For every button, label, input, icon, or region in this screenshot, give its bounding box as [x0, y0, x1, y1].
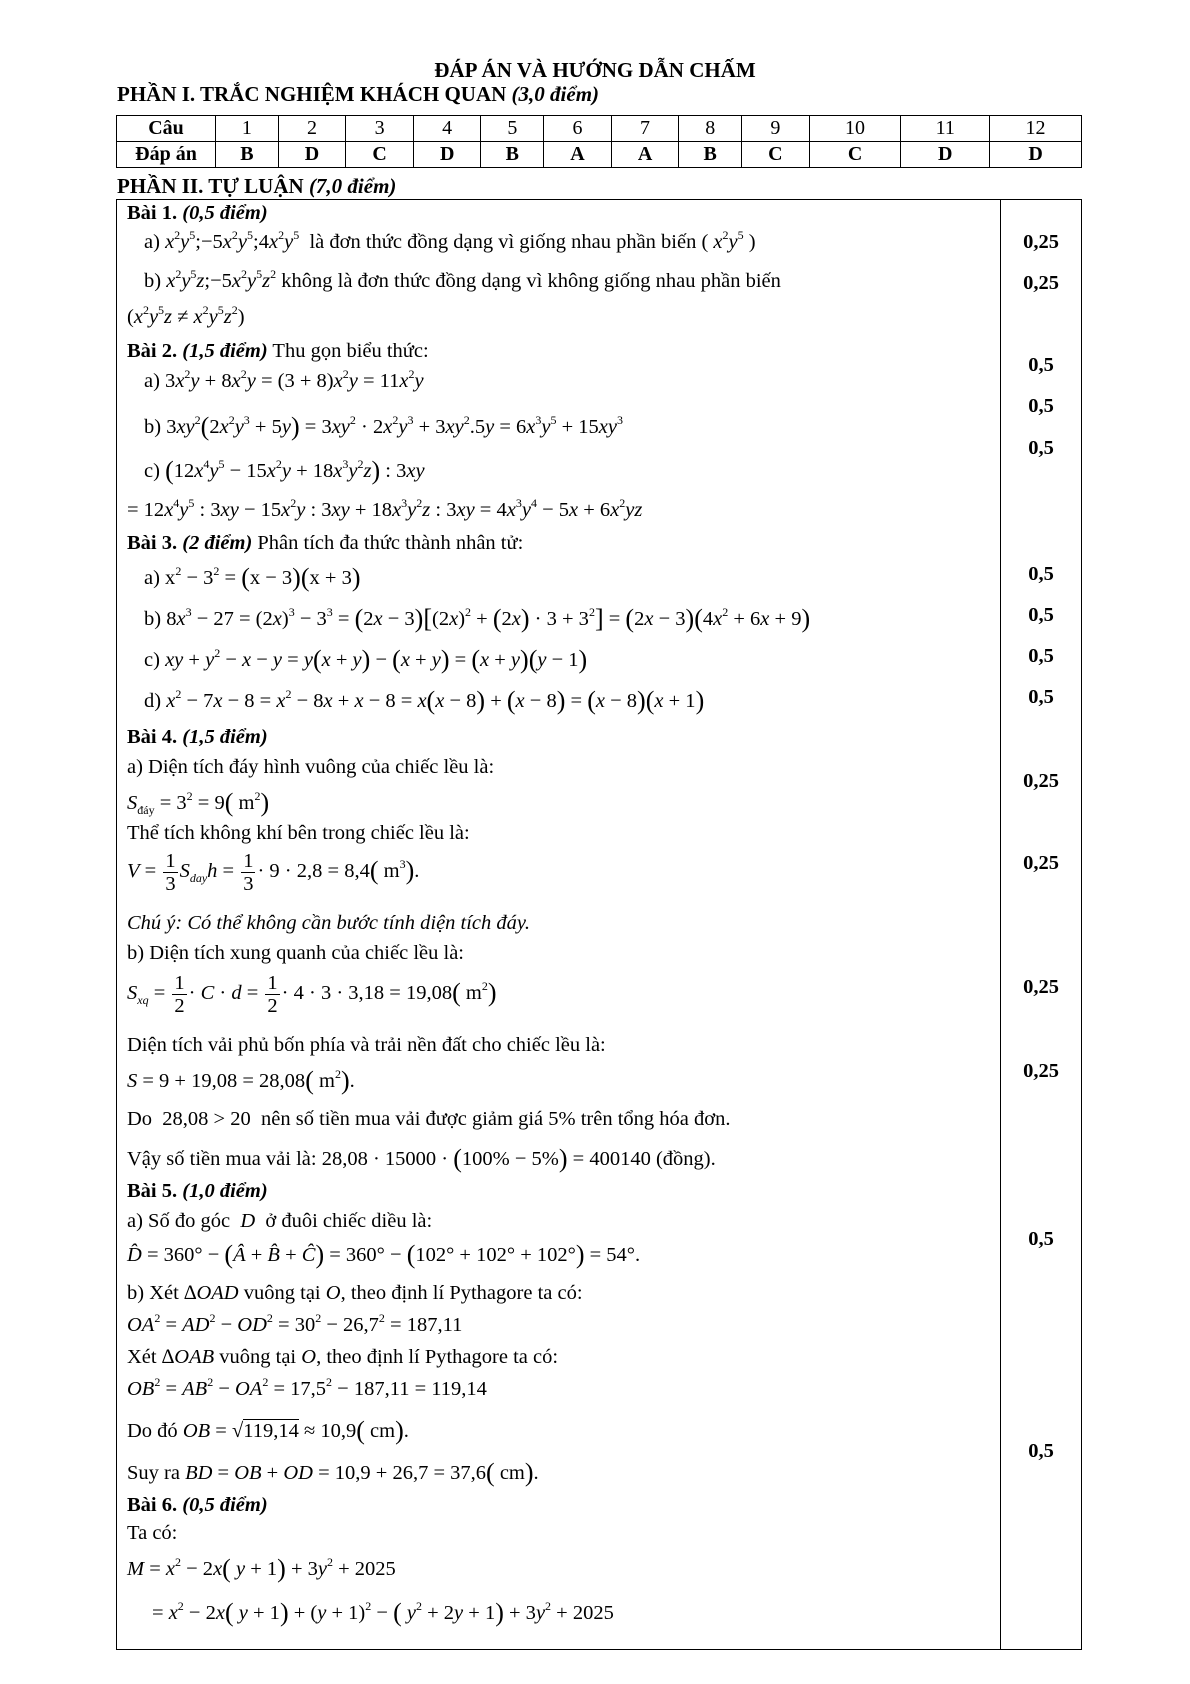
- bai1-b: b) $x^2y^5z;-5x^2y^5z^2$ không là đơn thức đồng dạng vì không giống nhau phần biến: [144, 267, 781, 292]
- score: 0,5: [1028, 645, 1054, 667]
- table-cell: D: [990, 142, 1082, 168]
- score: 0,5: [1028, 686, 1054, 708]
- score: 0,5: [1028, 395, 1054, 417]
- score: 0,25: [1023, 1060, 1059, 1082]
- table-cell: C: [742, 142, 810, 168]
- page-title: ĐÁP ÁN VÀ HƯỚNG DẪN CHẤM: [434, 58, 756, 82]
- table-header-dap-an: Đáp án: [117, 142, 216, 168]
- score: 0,25: [1023, 852, 1059, 874]
- bai5-ob: Do đó OB = √119,14 ≈ 10,9( cm).: [127, 1416, 409, 1445]
- bai5-angle: D̂ = 360° − (Â + B̂ + Ĉ) = 360° − (102° + 102° + 102°) = 54°.: [127, 1240, 641, 1269]
- bai4-lateral-area: $S_{xq}$ = $\frac{1}{2}$ · C · d = $\frac{1}{2}$ · 4 · 3 · 3,18 = 19,08( $m^2$): [127, 972, 497, 1017]
- table-cell: 10: [809, 116, 901, 142]
- bai5-xet-oab: Xét ∆OAB vuông tại O, theo định lí Pythagore ta có:: [127, 1346, 559, 1368]
- table-cell: 6: [544, 116, 612, 142]
- bai3-heading: Bài 3. (2 điểm) Phân tích đa thức thành nhân tử:: [127, 532, 524, 554]
- table-cell: 2: [278, 116, 346, 142]
- table-cell: A: [544, 142, 612, 168]
- table-cell: 4: [413, 116, 481, 142]
- table-cell: B: [216, 142, 279, 168]
- table-cell: 3: [346, 116, 414, 142]
- table-cell: C: [809, 142, 901, 168]
- bai6-m-expand: = $x^2 - 2x$( $y + 1) + (y + 1)^2$ − ( $y^2 + 2y + 1) + 3y^2 + 2025$: [152, 1598, 614, 1627]
- part2-heading: PHẦN II. TỰ LUẬN (7,0 điểm): [117, 174, 397, 198]
- score: 0,25: [1023, 770, 1059, 792]
- bai4-base-area: $S_{đáy} = 3^2 = 9$( $m^2$): [127, 788, 270, 817]
- table-cell: 1: [216, 116, 279, 142]
- bai4-heading: Bài 4. (1,5 điểm): [127, 726, 268, 748]
- bai2-c: c) $(12x^4y^5 - 15x^2y + 18x^3y^2z)$ : 3xy: [144, 456, 425, 485]
- score: 0,5: [1028, 354, 1054, 376]
- table-cell: 9: [742, 116, 810, 142]
- table-cell: 11: [901, 116, 990, 142]
- bai4-cover-text: Diện tích vải phủ bốn phía và trải nền đất cho chiếc lều là:: [127, 1034, 606, 1056]
- table-cell: B: [481, 142, 544, 168]
- bai3-d: d) $x^2 - 7x - 8 = x^2 - 8x + x - 8 = x(x - 8) + (x - 8) = (x - 8)(x + 1)$: [144, 686, 705, 715]
- bai6-intro: Ta có:: [127, 1522, 178, 1544]
- table-cell: 12: [990, 116, 1082, 142]
- table-header-cau: Câu: [117, 116, 216, 142]
- bai4-note: Chú ý: Có thể không cần bước tính diện tích đáy.: [127, 912, 531, 934]
- bai4-cost: Vậy số tiền mua vải là: 28,08 · 15000 · (100% − 5%) = 400140 (đồng).: [127, 1144, 716, 1173]
- part1-heading: PHẦN I. TRẮC NGHIỆM KHÁCH QUAN (3,0 điểm): [117, 82, 600, 106]
- bai3-a: a) $x^2 - 3^2 = (x - 3)(x + 3)$: [144, 563, 361, 592]
- score: 0,25: [1023, 272, 1059, 294]
- bai1-b-cont: $(x^2y^5z \ne x^2y^5z^2)$: [127, 303, 245, 328]
- bai6-m: $M = x^2 - 2x$( $y + 1) + 3y^2 + 2025$: [127, 1554, 396, 1583]
- score: 0,25: [1023, 231, 1059, 253]
- bai5-heading: Bài 5. (1,0 điểm): [127, 1180, 268, 1202]
- answer-table: [116, 115, 1082, 168]
- table-cell: D: [278, 142, 346, 168]
- table-row-answers: [117, 142, 1082, 168]
- bai4-a-text: a) Diện tích đáy hình vuông của chiếc lều là:: [127, 756, 495, 778]
- bai2-heading: Bài 2. (1,5 điểm) Thu gọn biểu thức:: [127, 340, 429, 362]
- table-cell: 7: [611, 116, 679, 142]
- bai5-ob2: $OB^2 = AB^2 - OA^2 = 17,5^2 - 187,11 = 119,14$: [127, 1375, 487, 1400]
- bai1-heading: Bài 1. (0,5 điểm): [127, 202, 268, 224]
- score: 0,25: [1023, 976, 1059, 998]
- table-cell: 8: [679, 116, 742, 142]
- bai3-b: b) $8x^3 - 27 = (2x)^3 - 3^3 = (2x - 3)[(2x)^2 + (2x) \cdot 3 + 3^2] = (2x - 3)(4x^2 + 6x + 9)$: [144, 604, 811, 633]
- table-cell: A: [611, 142, 679, 168]
- bai4-volume: V = $\frac{1}{3}$ $S_{day}h$ = $\frac{1}{3}$ · 9 · 2,8 = 8,4( $m^3$).: [127, 850, 420, 895]
- bai4-volume-text: Thể tích không khí bên trong chiếc lều là:: [127, 822, 470, 844]
- bai5-a-text: a) Số đo góc D ở đuôi chiếc diều là:: [127, 1210, 433, 1232]
- table-cell: C: [346, 142, 414, 168]
- score: 0,5: [1028, 1228, 1054, 1250]
- bai2-b: b) $3xy^2(2x^2y^3 + 5y) = 3xy^2 \cdot 2x^2y^3 + 3xy^2.5y = 6x^3y^5 + 15xy^3$: [144, 412, 623, 441]
- bai5-b-text: b) Xét ∆OAD vuông tại O, theo định lí Pythagore ta có:: [127, 1282, 583, 1304]
- score: 0,5: [1028, 563, 1054, 585]
- bai2-c-cont: = $12x^4y^5$ : $3xy - 15x^2y$ : $3xy + 18x^3y^2z$ : $3xy = 4x^3y^4 - 5x + 6x^2yz$: [127, 496, 643, 521]
- bai1-a: a) $x^2y^5;-5x^2y^5;4x^2y^5$ là đơn thức đồng dạng vì giống nhau phần biến ( $x^2y^5$ ): [144, 228, 756, 253]
- table-cell: 5: [481, 116, 544, 142]
- score: 0,5: [1028, 437, 1054, 459]
- bai4-discount: Do 28,08 > 20 nên số tiền mua vải được giảm giá 5% trên tổng hóa đơn.: [127, 1108, 731, 1130]
- bai4-cover-area: S = 9 + 19,08 = 28,08( $m^2$).: [127, 1066, 355, 1095]
- bai2-a: a) $3x^2y + 8x^2y = (3 + 8)x^2y = 11x^2y$: [144, 367, 424, 392]
- bai4-b-text: b) Diện tích xung quanh của chiếc lều là:: [127, 942, 464, 964]
- bai5-bd: Suy ra BD = OB + OD = 10,9 + 26,7 = 37,6( cm).: [127, 1458, 539, 1487]
- table-cell: B: [679, 142, 742, 168]
- bai5-oa: $OA^2 = AD^2 - OD^2 = 30^2 - 26,7^2 = 187,11$: [127, 1311, 463, 1336]
- score: 0,5: [1028, 1440, 1054, 1462]
- bai6-heading: Bài 6. (0,5 điểm): [127, 1494, 268, 1516]
- score: 0,5: [1028, 604, 1054, 626]
- bai3-c: c) xy + $y^2 - x - y = y(x + y) - (x + y) = (x + y)(y - 1)$: [144, 645, 588, 674]
- table-row-questions: [117, 116, 1082, 142]
- table-cell: D: [413, 142, 481, 168]
- table-cell: D: [901, 142, 990, 168]
